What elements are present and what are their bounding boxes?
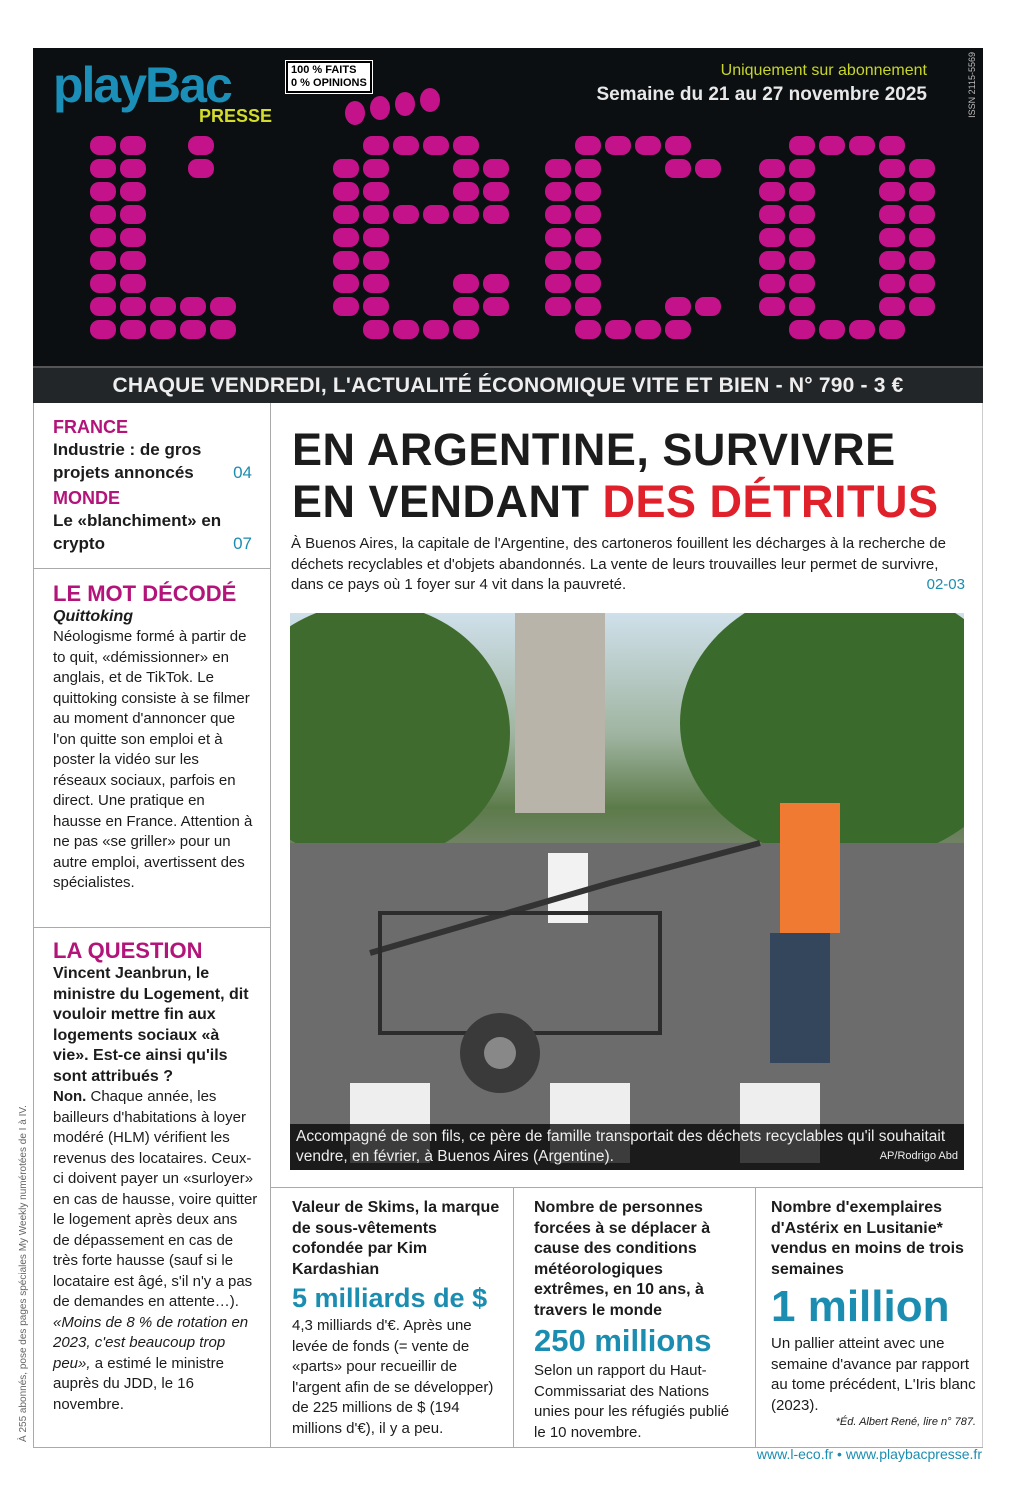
headline-line: EN VENDANT xyxy=(292,476,603,527)
title-dot xyxy=(879,136,905,155)
slogan-line: 100 % FAITS xyxy=(291,64,357,76)
title-dot xyxy=(789,320,815,339)
stat-value: 250 millions xyxy=(534,1323,712,1358)
la-question xyxy=(33,928,271,1448)
title-dot xyxy=(333,228,359,247)
title-dot xyxy=(575,274,601,293)
stat-value: 1 million xyxy=(771,1282,950,1331)
title-dot xyxy=(575,320,601,339)
title-dot xyxy=(909,251,935,270)
photo-illustration xyxy=(290,613,964,1170)
caption-text: Accompagné de son fils, ce père de famille transportait des déchets recyclables qu'il souhaitait vendre, en février, à Buenos Aires (Argentine). xyxy=(296,1128,946,1165)
slogan-badge xyxy=(286,61,372,93)
title-dot xyxy=(210,297,236,316)
title-dot xyxy=(789,136,815,155)
title-dot xyxy=(759,182,785,201)
title-dot xyxy=(363,159,389,178)
title-dot xyxy=(483,205,509,224)
title-dot xyxy=(789,182,815,201)
title-dot xyxy=(879,320,905,339)
photo-caption xyxy=(290,1124,964,1170)
title-dot xyxy=(695,297,721,316)
title-dot xyxy=(120,205,146,224)
title-dot xyxy=(90,251,116,270)
title-dot xyxy=(453,320,479,339)
title-dot xyxy=(120,320,146,339)
section-label: LA QUESTION xyxy=(53,938,203,963)
title-dot xyxy=(90,297,116,316)
divider xyxy=(755,1187,756,1447)
title-dot xyxy=(120,274,146,293)
title-dot xyxy=(545,182,571,201)
title-dot xyxy=(605,136,631,155)
main-headline[interactable] xyxy=(292,424,939,528)
subscription-note: Uniquement sur abonnement xyxy=(720,62,927,79)
title-dot xyxy=(909,159,935,178)
title-dot xyxy=(90,136,116,155)
title-dot xyxy=(363,205,389,224)
title-dot xyxy=(150,320,176,339)
title-dot xyxy=(333,251,359,270)
title-dot xyxy=(759,228,785,247)
page-number: 04 xyxy=(233,463,252,482)
title-dot xyxy=(545,274,571,293)
title-dot xyxy=(789,159,815,178)
title-dot xyxy=(333,159,359,178)
slogan-line: 0 % OPINIONS xyxy=(291,77,367,89)
title-dot xyxy=(210,320,236,339)
title-dot xyxy=(789,228,815,247)
title-dot xyxy=(575,297,601,316)
main-photo[interactable] xyxy=(290,613,964,1170)
title-dot xyxy=(333,297,359,316)
title-dot xyxy=(665,159,691,178)
title-dot xyxy=(759,159,785,178)
title-dot xyxy=(453,136,479,155)
title-dot xyxy=(363,320,389,339)
title-dot xyxy=(545,159,571,178)
title-dot xyxy=(909,274,935,293)
answer-tail: a estimé le ministre auprès du JDD, le 16 novembre. xyxy=(53,1354,224,1413)
title-dot xyxy=(545,205,571,224)
title-dot xyxy=(759,251,785,270)
title-dot xyxy=(789,205,815,224)
answer-lead: Non. xyxy=(53,1088,87,1105)
title-dot xyxy=(605,320,631,339)
title-dot xyxy=(453,297,479,316)
title-dot xyxy=(393,205,419,224)
issn: ISSN 2115-5569 xyxy=(967,52,977,118)
title-dot xyxy=(665,320,691,339)
stat-box xyxy=(292,1188,506,1446)
title-dot xyxy=(759,274,785,293)
photo-credit: AP/Rodrigo Abd xyxy=(879,1150,958,1162)
title-dot xyxy=(453,205,479,224)
title-dot xyxy=(789,297,815,316)
title-dot xyxy=(363,182,389,201)
title-dot xyxy=(423,205,449,224)
playbac-logo: playBac xyxy=(53,57,231,113)
footer-links[interactable]: www.l-eco.fr • www.playbacpresse.fr xyxy=(756,1446,982,1462)
stat-question: Valeur de Skims, la marque de sous-vêtements cofondée par Kim Kardashian xyxy=(292,1199,500,1278)
mot-decode xyxy=(33,569,271,927)
title-dot xyxy=(759,205,785,224)
title-dot xyxy=(879,205,905,224)
tagline: CHAQUE VENDREDI, L'ACTUALITÉ ÉCONOMIQUE VITE ET BIEN - N° 790 - 3 € xyxy=(33,366,983,403)
title-dot xyxy=(759,297,785,316)
title-dot xyxy=(665,136,691,155)
item-title: Industrie : de gros projets annoncés xyxy=(53,440,202,482)
quote: «Moins de 8 % de rotation en 2023, c'est beaucoup trop peu», xyxy=(53,1313,249,1372)
title-dot xyxy=(120,182,146,201)
word: Quittoking xyxy=(53,608,133,625)
title-dot xyxy=(150,297,176,316)
lead-text: À Buenos Aires, la capitale de l'Argentine, des cartoneros fouillent les décharges à la recherche de déchets recyclables et d'objets abandonnés. La vente de leurs trouvailles leur permet de survivre, dans ce pays où 1 foyer sur 4 vit dans la pauvreté. xyxy=(291,535,946,593)
title-dot xyxy=(363,297,389,316)
side-note: À 255 abonnés, pose des pages spéciales My Weekly numérotées de I à IV. xyxy=(18,1105,29,1442)
stat-question: Nombre d'exemplaires d'Astérix en Lusitanie* vendus en moins de trois semaines xyxy=(771,1199,964,1278)
sommaire-item[interactable] xyxy=(53,488,252,555)
sommaire-item[interactable] xyxy=(53,417,252,484)
title-dot xyxy=(333,182,359,201)
title-dot xyxy=(363,228,389,247)
title-dot xyxy=(879,182,905,201)
title-dot xyxy=(575,136,601,155)
title-dot xyxy=(819,320,845,339)
title-dot xyxy=(188,136,214,155)
title-dot xyxy=(363,136,389,155)
title-dot xyxy=(90,182,116,201)
presse-label: PRESSE xyxy=(199,106,273,126)
title-dot xyxy=(909,228,935,247)
answer: Chaque année, les bailleurs d'habitations à loyer modéré (HLM) vérifient les revenus des locataires. Ceux-ci doivent payer un «surloyer» en cas de hausse, voire quitter le logement après deux ans de dépassement en cas de très forte hausse (sauf si le locataire est âgé, s'il n'y a pas de demandes en attente…). xyxy=(53,1088,258,1310)
title-dot xyxy=(483,182,509,201)
title-dot xyxy=(423,320,449,339)
title-dot xyxy=(188,159,214,178)
lead-paragraph xyxy=(291,534,965,596)
divider xyxy=(513,1187,514,1447)
definition: Néologisme formé à partir de to quit, «démissionner» en anglais, et de TikTok. Le quittoking consiste à se filmer au moment d'annoncer que l'on quitte son emploi et à poster la vidéo sur les réseaux sociaux, parfois en direct. Une pratique en hausse en France. Attention à ne pas «se griller» pour un autre emploi, avertissent des spécialistes. xyxy=(53,628,253,891)
title-dot xyxy=(120,136,146,155)
section-label: MONDE xyxy=(53,488,120,508)
title-dot xyxy=(635,320,661,339)
stat-text: Un pallier atteint avec une semaine d'avance par rapport au tome précédent, L'Iris blanc (2023). xyxy=(771,1335,976,1414)
title-dot xyxy=(483,297,509,316)
accent-dot xyxy=(420,88,440,112)
sommaire xyxy=(33,403,271,569)
title-dot xyxy=(363,251,389,270)
title-dot xyxy=(453,274,479,293)
title-dot xyxy=(789,274,815,293)
title-dot xyxy=(879,251,905,270)
title-dot xyxy=(453,182,479,201)
title-dot xyxy=(90,228,116,247)
question-text: Vincent Jeanbrun, le ministre du Logement, dit vouloir mettre fin aux logements sociaux «à vie». Est-ce ainsi qu'ils sont attribués ? xyxy=(53,965,249,1085)
title-dot xyxy=(333,274,359,293)
title-dot xyxy=(575,182,601,201)
title-dot xyxy=(695,159,721,178)
title-dot xyxy=(575,205,601,224)
section-label: FRANCE xyxy=(53,417,128,437)
title-dot xyxy=(545,297,571,316)
title-dot xyxy=(393,320,419,339)
issue-week: Semaine du 21 au 27 novembre 2025 xyxy=(596,84,927,105)
page-number: 02-03 xyxy=(926,576,965,593)
title-dot xyxy=(909,182,935,201)
title-dot xyxy=(423,136,449,155)
title-dot xyxy=(819,136,845,155)
section-label: LE MOT DÉCODÉ xyxy=(53,581,237,606)
title-dot xyxy=(789,251,815,270)
title-dot xyxy=(879,159,905,178)
title-dot xyxy=(483,274,509,293)
title-dot xyxy=(575,228,601,247)
title-dot xyxy=(180,297,206,316)
headline-highlight: DES DÉTRITUS xyxy=(602,476,939,527)
title-dot xyxy=(879,274,905,293)
title-dot xyxy=(363,274,389,293)
title-dot xyxy=(120,251,146,270)
title-dot xyxy=(909,205,935,224)
stat-text: Selon un rapport du Haut-Commissariat des Nations unies pour les réfugiés publié le 10 novembre. xyxy=(534,1362,730,1441)
title-dot xyxy=(545,251,571,270)
title-dot xyxy=(90,320,116,339)
title-dot xyxy=(879,297,905,316)
item-title: Le «blanchiment» en crypto xyxy=(53,511,222,553)
title-dot xyxy=(849,136,875,155)
title-dot xyxy=(545,228,571,247)
stat-text: 4,3 milliards d'€. Après une levée de fonds (= vente de «parts» pour recueillir de l'argent afin de se développer) de 225 millions de $ (194 millions d'€), il y a peu. xyxy=(292,1317,494,1437)
stat-value: 5 milliards de $ xyxy=(292,1283,488,1313)
accent-dot xyxy=(370,96,390,120)
stat-box xyxy=(534,1188,734,1446)
title-dot xyxy=(90,159,116,178)
title-dot xyxy=(665,297,691,316)
title-dot xyxy=(180,320,206,339)
title-dot xyxy=(120,228,146,247)
stat-footnote: *Éd. Albert René, lire n° 787. xyxy=(835,1416,976,1428)
title-dot xyxy=(120,159,146,178)
accent-dot xyxy=(395,92,415,116)
title-dot xyxy=(333,205,359,224)
title-dot xyxy=(90,205,116,224)
title-dot xyxy=(483,159,509,178)
title-dot xyxy=(575,251,601,270)
title-dot xyxy=(90,274,116,293)
title-dot xyxy=(120,297,146,316)
stat-question: Nombre de personnes forcées à se déplacer à cause des conditions météorologiques extrêmes, en 10 ans, à travers le monde xyxy=(534,1199,711,1319)
stat-box xyxy=(771,1188,976,1446)
headline-line: EN ARGENTINE, SURVIVRE xyxy=(292,424,896,475)
title-dot xyxy=(909,297,935,316)
title-dot xyxy=(879,228,905,247)
page-number: 07 xyxy=(233,534,252,553)
title-dot xyxy=(393,136,419,155)
title-dot xyxy=(453,159,479,178)
title-dot xyxy=(575,159,601,178)
title-dot xyxy=(849,320,875,339)
masthead xyxy=(33,48,983,366)
accent-dot xyxy=(345,101,365,125)
title-dot xyxy=(635,136,661,155)
